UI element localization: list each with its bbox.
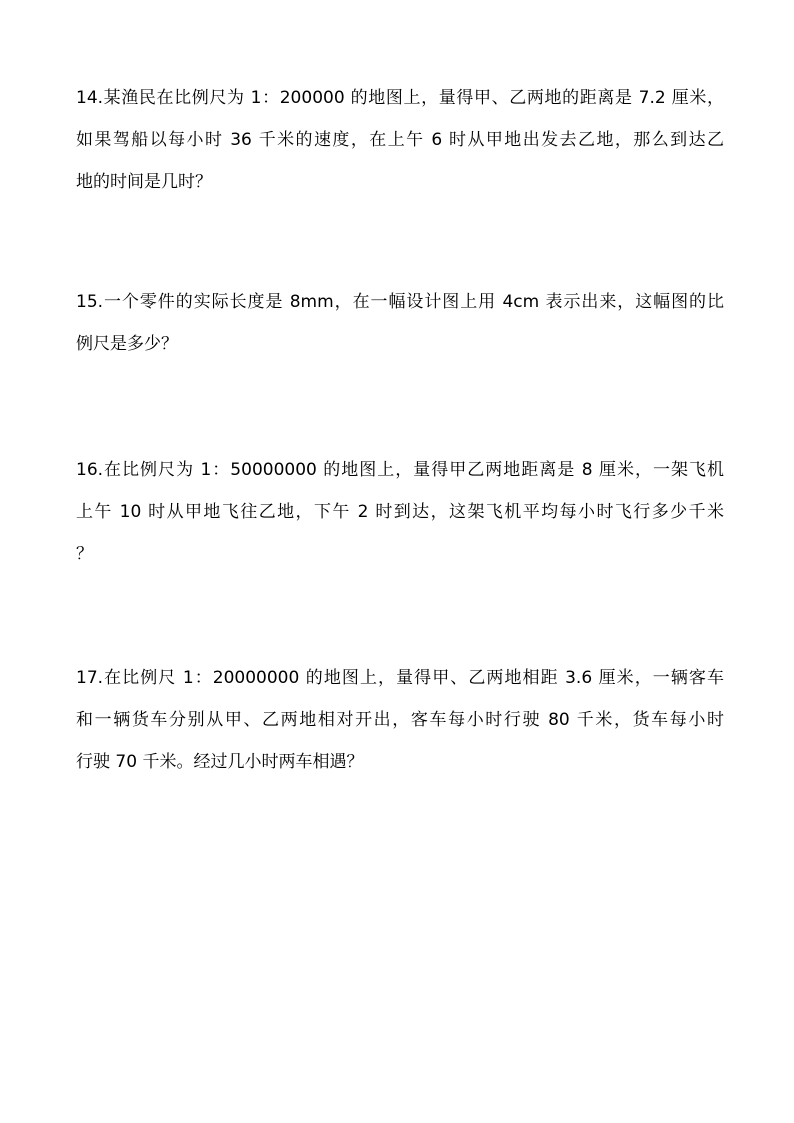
problem-14-line-3: 地的时间是几时？	[76, 172, 212, 192]
problem-17	[76, 666, 724, 774]
problem-17-line-2: 和一辆货车分别从甲、乙两地相对开出，客车每小时行驶 80 千米，货车每小时	[76, 710, 724, 730]
problem-16	[76, 458, 724, 566]
problem-14-line-2: 如果驾船以每小时 36 千米的速度，在上午 6 时从甲地出发去乙地，那么到达乙	[76, 130, 724, 150]
problem-15-line-2: 例尺是多少？	[76, 334, 178, 354]
problem-16-line-3: ？	[76, 544, 93, 564]
problem-15-line-1: 15.一个零件的实际长度是 8mm，在一幅设计图上用 4cm 表示出来，这幅图的比	[76, 292, 724, 312]
problem-15	[76, 290, 724, 356]
problem-17-line-1: 17.在比例尺 1：20000000 的地图上，量得甲、乙两地相距 3.6 厘米，一辆客车	[76, 668, 724, 688]
problem-14	[76, 86, 724, 194]
problem-16-line-2: 上午 10 时从甲地飞往乙地，下午 2 时到达，这架飞机平均每小时飞行多少千米	[76, 502, 724, 522]
problem-17-line-3: 行驶 70 千米。经过几小时两车相遇？	[76, 752, 364, 772]
problem-14-line-1: 14.某渔民在比例尺为 1：200000 的地图上，量得甲、乙两地的距离是 7.2 厘米，	[76, 88, 724, 108]
problem-16-line-1: 16.在比例尺为 1：50000000 的地图上，量得甲乙两地距离是 8 厘米，一架飞机	[76, 460, 724, 480]
